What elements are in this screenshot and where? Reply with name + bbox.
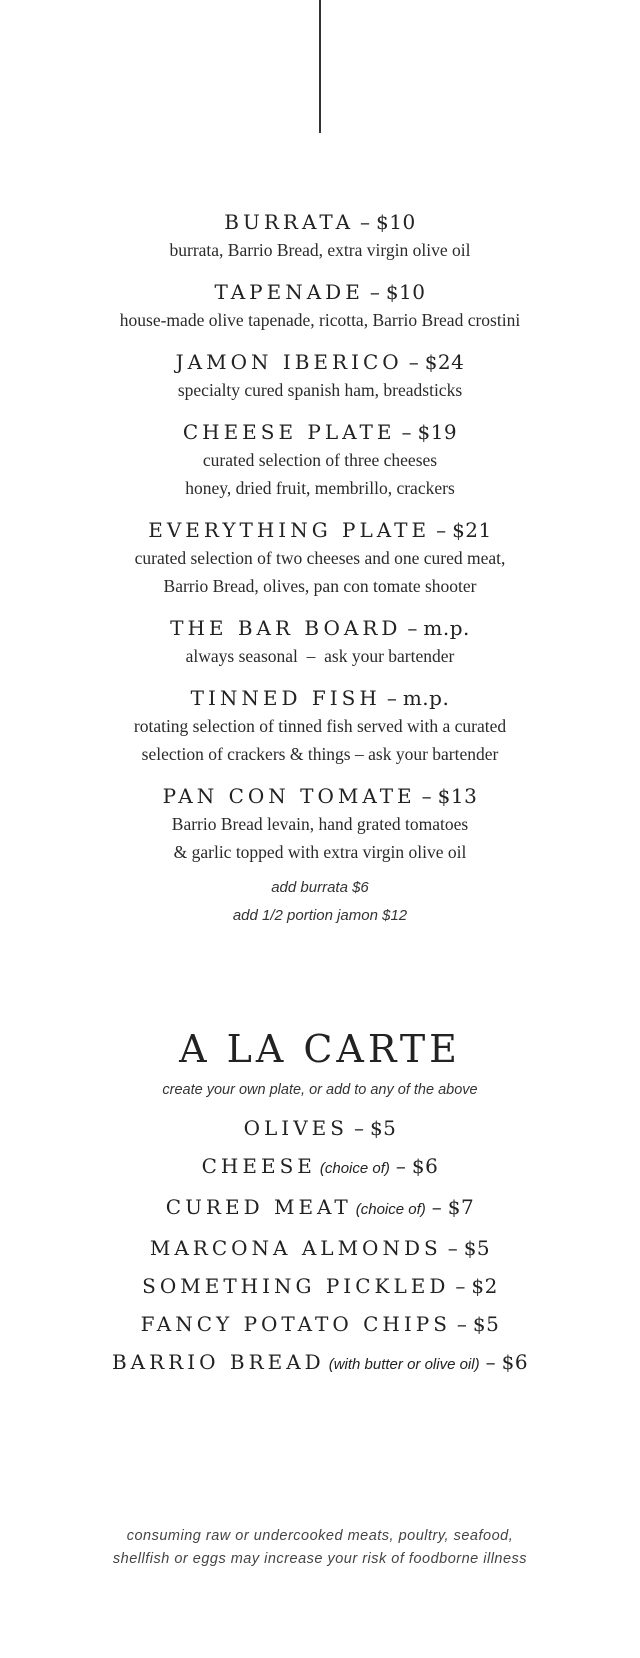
separator: –	[407, 616, 418, 640]
addon-option: add 1/2 portion jamon $12	[232, 907, 408, 924]
menu-item-name: CHEESE PLATE	[182, 420, 396, 444]
carte-item	[0, 1109, 640, 1147]
menu-item	[0, 516, 640, 600]
menu-item-description: & garlic topped with extra virgin olive oil	[173, 842, 467, 862]
carte-item-name: CURED MEAT	[165, 1195, 352, 1219]
menu-item	[0, 418, 640, 502]
carte-item-name: OLIVES	[243, 1116, 348, 1140]
separator: –	[421, 784, 432, 808]
carte-item	[0, 1229, 640, 1267]
separator: –	[455, 1274, 466, 1298]
menu-item-heading	[0, 278, 640, 306]
section-title: A LA CARTE	[179, 1027, 461, 1071]
carte-item-price: $2	[471, 1274, 498, 1298]
separator: –	[436, 518, 447, 542]
separator: –	[447, 1236, 458, 1260]
carte-item-price: $5	[369, 1116, 397, 1140]
carte-item-name: MARCONA ALMONDS	[149, 1236, 442, 1260]
a-la-carte-list	[0, 1109, 640, 1384]
menu-item-heading	[0, 208, 640, 236]
menu-item-description: rotating selection of tinned fish served with a curated	[133, 716, 507, 736]
separator: –	[456, 1312, 467, 1336]
separator: –	[395, 1154, 406, 1178]
menu-item-name: JAMON IBERICO	[175, 350, 403, 374]
menu-item-name: BURRATA	[224, 210, 355, 234]
separator: –	[431, 1195, 442, 1219]
menu-item-addons	[0, 874, 640, 930]
a-la-carte-section	[0, 1025, 640, 1384]
menu-item-description: curated selection of three cheeses	[202, 450, 438, 470]
menu-item-description: curated selection of two cheeses and one cured meat,	[134, 548, 506, 568]
menu-item	[0, 348, 640, 404]
menu-item	[0, 684, 640, 768]
separator: –	[408, 350, 419, 374]
menu-item-name: PAN CON TOMATE	[162, 784, 416, 808]
menu-item	[0, 208, 640, 264]
menu-item	[0, 278, 640, 334]
menu-item-heading	[0, 782, 640, 810]
menu-item-description: burrata, Barrio Bread, extra virgin olive oil	[169, 240, 471, 260]
menu-item-heading	[0, 684, 640, 712]
separator: –	[369, 280, 380, 304]
separator: –	[485, 1350, 496, 1374]
menu-item-description: honey, dried fruit, membrillo, crackers	[185, 478, 455, 498]
separator: –	[401, 420, 412, 444]
menu-item	[0, 782, 640, 930]
carte-item	[0, 1267, 640, 1305]
carte-item-name: BARRIO BREAD	[111, 1350, 325, 1374]
carte-item-price: $5	[463, 1236, 491, 1260]
food-safety-disclaimer	[0, 1525, 640, 1571]
carte-item	[0, 1343, 640, 1384]
disclaimer-line: consuming raw or undercooked meats, poultry, seafood,	[126, 1528, 514, 1544]
carte-item	[0, 1188, 640, 1229]
menu-items	[0, 208, 640, 930]
menu-item	[0, 614, 640, 670]
carte-item-price: $7	[447, 1195, 475, 1219]
carte-item-name: SOMETHING PICKLED	[142, 1274, 450, 1298]
menu-item-description: always seasonal – ask your bartender	[185, 646, 455, 666]
menu-item-price: $10	[376, 210, 416, 234]
separator: –	[386, 686, 397, 710]
menu-item-name: THE BAR BOARD	[170, 616, 402, 640]
vertical-divider-line	[319, 0, 321, 133]
menu-item-heading	[0, 614, 640, 642]
menu-item-heading	[0, 348, 640, 376]
carte-item-price: $6	[501, 1350, 529, 1374]
carte-item-note: (choice of)	[319, 1160, 390, 1177]
carte-item-note: (choice of)	[355, 1201, 426, 1218]
carte-item	[0, 1305, 640, 1343]
carte-item-note: (with butter or olive oil)	[328, 1356, 480, 1373]
separator: –	[360, 210, 371, 234]
menu-item-price: $19	[417, 420, 458, 444]
menu-item-price: m.p.	[402, 686, 450, 710]
menu-item-heading	[0, 418, 640, 446]
menu-item-price: $10	[385, 280, 426, 304]
carte-item	[0, 1147, 640, 1188]
menu-item-description: Barrio Bread, olives, pan con tomate shooter	[163, 576, 477, 596]
menu-item-heading	[0, 516, 640, 544]
menu-item-name: TAPENADE	[214, 280, 364, 304]
disclaimer-line: shellfish or eggs may increase your risk of foodborne illness	[112, 1551, 528, 1567]
carte-item-price: $6	[411, 1154, 439, 1178]
separator: –	[353, 1116, 364, 1140]
menu-item-description: Barrio Bread levain, hand grated tomatoes	[171, 814, 469, 834]
carte-item-name: CHEESE	[201, 1154, 316, 1178]
menu-item-description: specialty cured spanish ham, breadsticks	[177, 380, 463, 400]
menu-item-name: EVERYTHING PLATE	[148, 518, 431, 542]
menu-item-name: TINNED FISH	[190, 686, 381, 710]
menu-item-description: selection of crackers & things – ask your bartender	[141, 744, 499, 764]
menu-item-price: $21	[452, 518, 492, 542]
menu-item-description: house-made olive tapenade, ricotta, Barrio Bread crostini	[119, 310, 521, 330]
section-subtitle: create your own plate, or add to any of the above	[162, 1082, 478, 1098]
menu-item-price: $24	[424, 350, 465, 374]
carte-item-price: $5	[472, 1312, 500, 1336]
menu-item-price: $13	[437, 784, 478, 808]
addon-option: add burrata $6	[271, 879, 369, 896]
carte-item-name: FANCY POTATO CHIPS	[140, 1312, 451, 1336]
menu-item-price: m.p.	[423, 616, 470, 640]
